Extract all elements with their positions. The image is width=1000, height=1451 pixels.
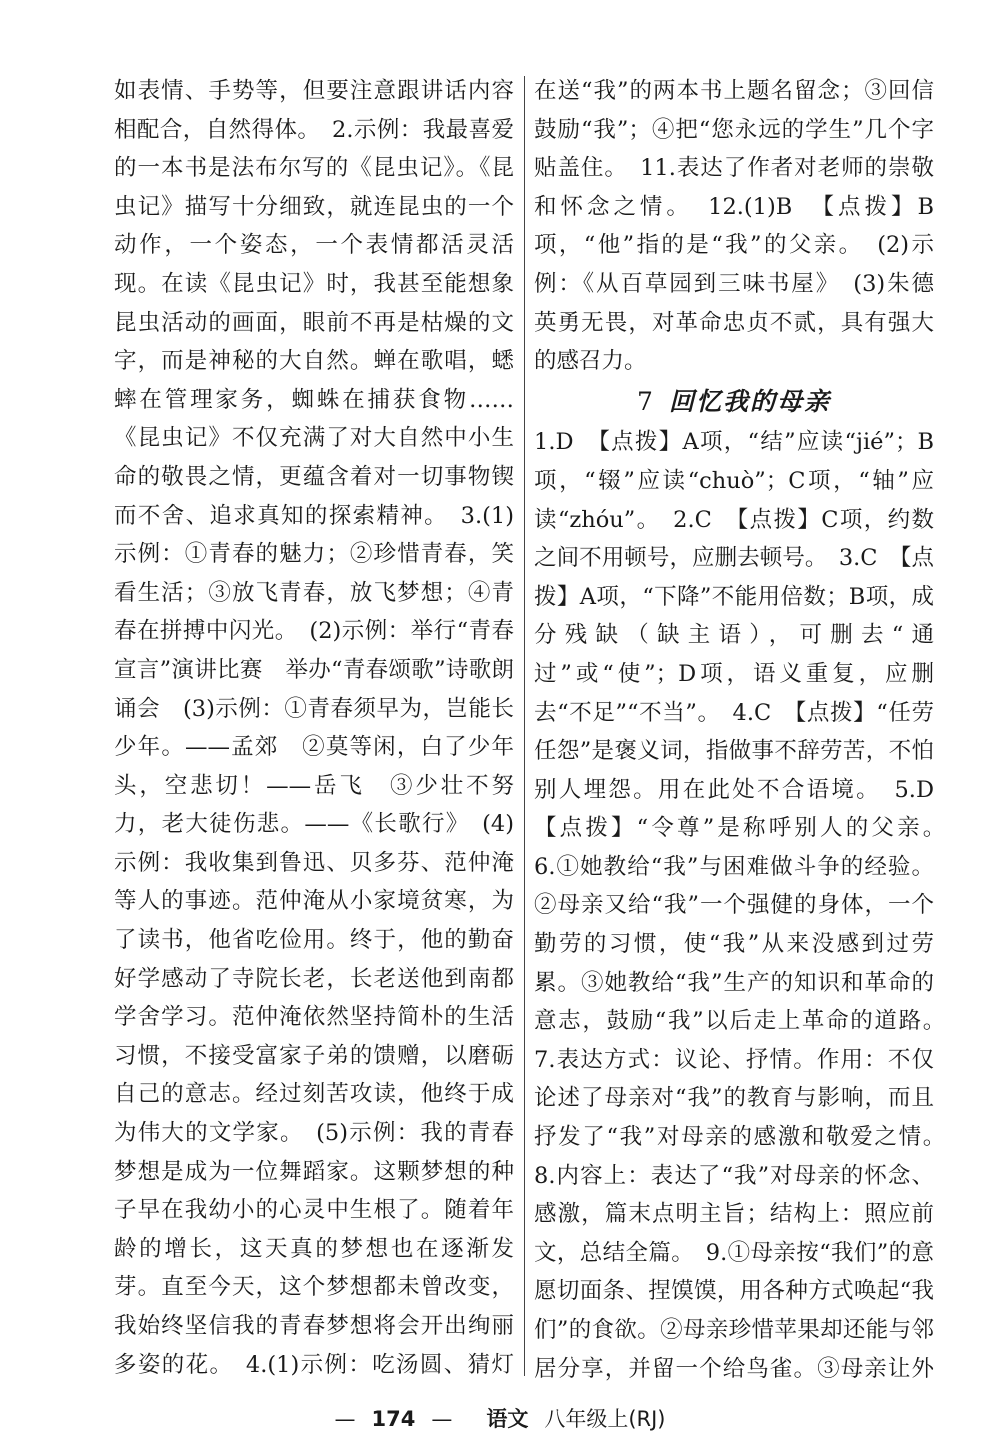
answer-text-lesson7: 1.D 【点拨】A项，“结”应读“jié”；B项，“辍”应读“chuò”；C项，“轴”应读“zhóu”。 2.C 【点拨】C项，约数之间不用顿号，应删去顿号。 3.C 【点拨】A项，“下降”不能用倍数；B项，成分残缺（缺主语），可删去“通过”或“使”；D项，语义重复，应删去“不足”“不当”。 4.C 【点拨】“任劳任怨”是褒义词，指做事不辞劳苦，不怕别人埋怨。用在此处不合语境。 5.D 【点拨】“令尊”是称呼别人的父亲。 6.①她教给“我”与困难做斗争的经验。②母亲又给“我”一个强健的身体，一个勤劳的习惯，使“我”从来没感到过劳累。③她教给“我”生产的知识和革命的意志，鼓励“我”以后走上革命的道路。 7.表达方式：议论、抒情。作用：不仅论述了母亲对“我”的教育与影响，而且抒发了“我”对母亲的感激和敬爱之情。 8.内容上：表达了“我”对母亲的怀念、感激，篇末点明主旨；结构上：照应前文，总结全篇。 9.①母亲按“我们”的意愿切面条、捏馍馍，用各种方式唤起“我们”的食欲。②母亲珍惜苹果却还能与邻居分享，并留一个给鸟雀。③母亲让外	[534, 429, 934, 1382]
left-column	[114, 72, 514, 1384]
page-footer	[0, 1403, 1000, 1433]
answer-text-lesson6-continued: 在送“我”的两本书上题名留念；③回信鼓励“我”；④把“您永远的学生”几个字贴盖住。 11.表达了作者对老师的崇敬和怀念之情。 12.(1)B 【点拨】B项，“他”指的是“我”的父亲。 (2)示例：《从百草园到三味书屋》 (3)朱德 英勇无畏，对革命忠贞不贰，具有强大的感召力。	[534, 78, 934, 375]
footer-dash: —	[431, 1407, 453, 1431]
page-number: 174	[371, 1407, 416, 1431]
section-number: 7	[637, 386, 655, 416]
answer-text-lesson5-continued: 如表情、手势等，但要注意跟讲话内容相配合，自然得体。 2.示例：我最喜爱的一本书是法布尔写的《昆虫记》。《昆虫记》描写十分细致，就连昆虫的一个动作，一个姿态，一个表情都活灵活现。在读《昆虫记》时，我甚至能想象昆虫活动的画面，眼前不再是枯燥的文字，而是神秘的大自然。蝉在歌唱，蟋蟀在管理家务，蜘蛛在捕获食物……《昆虫记》不仅充满了对大自然中小生命的敬畏之情，更蕴含着对一切事物锲而不舍、追求真知的探索精神。 3.(1)示例：①青春的魅力；②珍惜青春，笑看生活；③放飞青春，放飞梦想；④青春在拼搏中闪光。 (2)示例：举行“青春宣言”演讲比赛 举办“青春颂歌”诗歌朗诵会 (3)示例：①青春须早为，岂能长少年。——孟郊 ②莫等闲，白了少年头，空悲切！——岳飞 ③少壮不努力，老大徒伤悲。——《长歌行》 (4)示例：我收集到鲁迅、贝多芬、范仲淹等人的事迹。范仲淹从小家境贫寒，为了读书，他省吃俭用。终于，他的勤奋好学感动了寺院长老，长老送他到南都学舍学习。范仲淹依然坚持简朴的生活习惯，不接受富家子弟的馈赠，以磨砺自己的意志。经过刻苦攻读，他终于成为伟大的文学家。 (5)示例：我的青春梦想是成为一位舞蹈家。这颗梦想的种子早在我幼小的心灵中生根了。随着年龄的增长，这天真的梦想也在逐渐发芽。直至今天，这个梦想都未曾改变，我始终坚信我的青春梦想将会开出绚丽多姿的花。 4.(1)示例：吃汤圆、猜灯	[114, 78, 514, 1378]
section-title: 回忆我的母亲	[668, 386, 831, 416]
grade-label: 八年级上(RJ)	[544, 1407, 666, 1431]
column-divider	[524, 76, 525, 1376]
subject-label: 语文	[486, 1407, 529, 1431]
section-heading-lesson7	[534, 383, 934, 422]
footer-dash: —	[334, 1407, 356, 1431]
right-column	[534, 72, 934, 1384]
